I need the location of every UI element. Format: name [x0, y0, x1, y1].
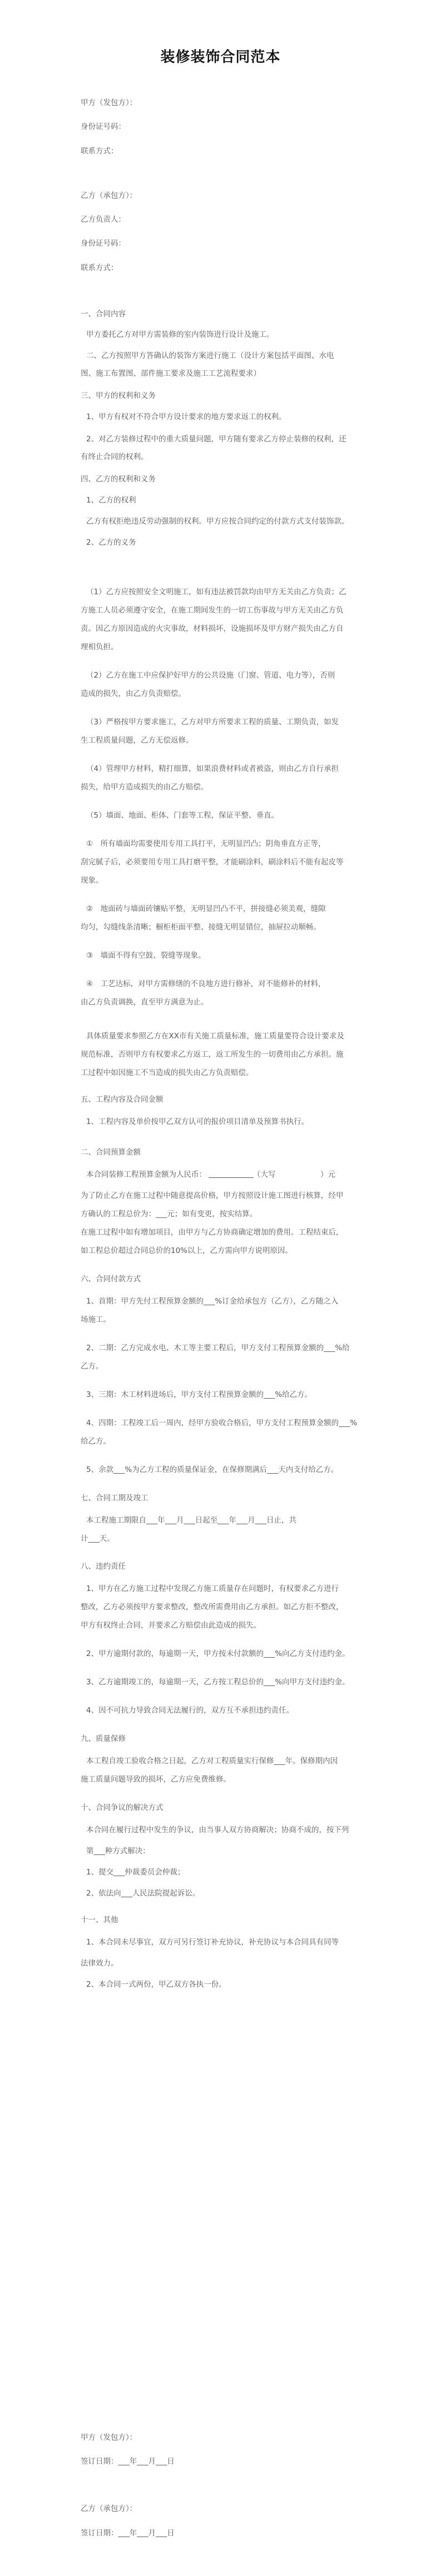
section-heading: 十、合同争议的解决方式 — [81, 1803, 163, 1812]
paragraph-line: 计___天。 — [81, 1534, 115, 1543]
document-title: 装修装饰合同范本 — [160, 49, 281, 66]
obligation-line: （3）严格按甲方要求施工，乙方对甲方所要求工程的质量、工期负责，如发 — [86, 718, 339, 727]
obligation-line: 均匀，勾缝线条清晰；橱柜柜面平整、接缝无明显错位，抽屉拉动顺畅。 — [81, 923, 321, 932]
paragraph-line: 如工程总价超过合同总价的10%以上，乙方需向甲方说明原因。 — [81, 1246, 293, 1255]
signature-party-b: 乙方（承包方）： — [81, 2504, 137, 2513]
paragraph-line: 工过程中如因施工不当造成的损失由乙方负责赔偿。 — [81, 1068, 254, 1077]
paragraph-line: 1、提交___仲裁委员会仲裁； — [86, 1868, 185, 1877]
paragraph-line: 1、本合同未尽事宜，双方可另行签订补充协议，补充协议与本合同具有同等 — [86, 1938, 339, 1947]
obligation-line: （4）管理甲方材料，精打细算，如果浪费材料或者被盗，则由乙方自行承担 — [86, 764, 339, 773]
penalty-line: 3、乙方逾期竣工的，每逾期一天，乙方按工程总价的___%向甲方支付违约金。 — [86, 1678, 350, 1687]
budget-end: ）元 — [275, 1170, 335, 1179]
paragraph-line: 乙方有权拒绝违反劳动强制的权利。甲方应按合同约定的付款方式支付装饰款。 — [86, 517, 349, 526]
paragraph-line: 2、依法向___人民法院提起诉讼。 — [86, 1889, 200, 1898]
section-heading: 七、合同工期及竣工 — [81, 1494, 148, 1503]
paragraph-line: 为了防止乙方在施工过程中随意提高价格，甲方按照设计施工图进行核算，经甲 — [81, 1191, 344, 1200]
obligation-line: 损失，给甲方造成损失的由乙方赔偿。 — [81, 783, 209, 792]
obligation-line: （5）墙面、地面、柜体、门套等工程，保证平整、垂直。 — [86, 811, 279, 820]
party-a-field: 甲方（发包方）： — [81, 98, 137, 107]
party-a-field: 联系方式： — [81, 147, 118, 156]
obligation-line: 理相负担。 — [81, 643, 118, 652]
paragraph-line: 法律效力。 — [81, 1959, 118, 1968]
paragraph-line: 2、乙方的义务 — [86, 538, 136, 547]
penalty-line: 2、甲方逾期付款的，每逾期一天，甲方按未付款额的___%向乙方支付违约金。 — [86, 1649, 350, 1658]
obligation-line: （2）乙方在施工中应保护好甲方的公共设施（门窗、管道、电力等），否则 — [86, 671, 335, 680]
paragraph-line: 本工程施工期限自___年___月___日起至___年___月___日止，共 — [86, 1516, 296, 1525]
paragraph-line: 规范标准，否则甲方有权要求乙方返工，返工所发生的一切费用由乙方承担。施 — [81, 1050, 344, 1059]
paragraph-line: 方确认的工程总价为：___元；如有变更，按实结算。 — [81, 1210, 257, 1219]
paragraph-line: 在施工过程中如有增加项目，由甲方与乙方协商确定增加的费用。工程结束后， — [81, 1228, 344, 1237]
payment-line: 4、四期：工程竣工后一周内，经甲方验收合格后，甲方支付工程预算金额的___% — [86, 1419, 358, 1428]
payment-line: 1、首期：甲方先付工程预算金额的___%订金给承包方（乙方），乙方随之入 — [86, 1297, 339, 1306]
payment-line: 3、三期：木工材料进场后，甲方支付工程预算金额的___%给乙方。 — [86, 1390, 313, 1399]
obligation-line: ③ 墙面不得有空鼓、裂缝等现象。 — [86, 951, 206, 960]
obligation-line: 方施工人员必须遵守安全，在施工期间发生的一切工伤事故与甲方无关由乙方负 — [81, 606, 344, 615]
paragraph-line: 第___种方式解决： — [86, 1847, 150, 1856]
obligation-line: ① 所有墙面均需要使用专用工具打平，无明显凹凸；阴角垂直方正等， — [86, 839, 326, 848]
section-heading: 一、合同内容 — [81, 310, 126, 319]
paragraph-line: 2、对乙方装修过程中的重大质量问题，甲方随有要求乙方停止装修的权利，还 — [86, 435, 346, 444]
payment-line: 乙方。 — [81, 1362, 103, 1371]
party-b-field: 身份证号码： — [81, 239, 126, 248]
signature-party-a: 甲方（发包方）： — [81, 2433, 137, 2442]
signature-date-b: 签订日期：___年___月___日 — [81, 2529, 175, 2538]
paragraph-line: 施工质量问题导致的损坏，乙方应免费维修。 — [81, 1775, 231, 1784]
payment-line: 2、二期：乙方完成水电、木工等主要工程后，甲方支付工程预算金额的___%给 — [86, 1344, 350, 1352]
party-b-field: 乙方（承包方）： — [81, 191, 137, 200]
section-heading: 六、合同付款方式 — [81, 1275, 141, 1284]
section-heading: 四、乙方的权利和义务 — [81, 475, 156, 484]
party-a-field: 身份证号码： — [81, 122, 126, 131]
penalty-line: 4、因不可抗力导致合同无法履行的，双方互不承担违约责任。 — [86, 1706, 294, 1715]
paragraph-line: 1、工程内容及单价按甲乙双方认可的报价项目清单及预算书执行。 — [86, 1117, 309, 1126]
paragraph-line: 二、乙方按照甲方答确认的装饰方案进行施工（设计方案包括平面图、水电 — [86, 351, 334, 360]
budget-line: 本合同装修工程预算金额为人民币： — [86, 1170, 206, 1179]
paragraph-line: 2、本合同一式两份，甲乙双方各执一份。 — [86, 1980, 226, 1989]
section-heading: 八、违约责任 — [81, 1562, 126, 1571]
budget-suffix: （大写 — [253, 1170, 276, 1179]
payment-line: 给乙方。 — [81, 1437, 111, 1446]
party-b-field: 联系方式： — [81, 263, 118, 272]
obligation-line: 由乙方负责调换，直至甲方满意为止。 — [81, 998, 209, 1007]
payment-line: 5、余款___%为乙方工程的质量保证金，在保修期满后___天内支付给乙方。 — [86, 1465, 339, 1474]
penalty-line: 整改，乙方必须按甲方要求整改，整改所需费用由乙方承担。如乙方拒不整改， — [81, 1603, 344, 1612]
section-heading: 五、工程内容及合同金额 — [81, 1095, 163, 1104]
penalty-line: 甲方有权终止合同，并要求乙方赔偿由此造成的损失。 — [81, 1621, 261, 1630]
obligation-line: （1）乙方应按照安全文明施工，如有违法被罚款均由甲方无关由乙方负责；乙 — [86, 588, 346, 596]
obligation-line: 刮完腻子后，必须要用专用工具打磨平整，才能刷涂料，刷涂料后不能有起皮等 — [81, 858, 344, 867]
section-heading: 九、质量保修 — [81, 1734, 126, 1743]
obligation-line: 造成的损失，由乙方负责赔偿。 — [81, 689, 186, 698]
penalty-line: 1、甲方在乙方施工过程中发现乙方施工质量存在问题时，有权要求乙方进行 — [86, 1584, 339, 1593]
paragraph-line: 本合同在履行过程中发生的争议，由当事人双方协商解决；协商不成的，按下列 — [86, 1826, 349, 1834]
paragraph-line: 1、甲方有权对不符合甲方设计要求的地方要求返工的权利。 — [86, 412, 286, 421]
signature-date-a: 签订日期：___年___月___日 — [81, 2457, 175, 2466]
paragraph-line: 具体质量要求参照乙方在XX市有关施工质量标准，施工质量要符合设计要求及 — [86, 1032, 344, 1041]
obligation-line: ② 地面砖与墙面砖镶贴平整，无明显凹凸不平，拼接缝必须美观，缝隙 — [86, 904, 326, 913]
section-heading: 十一、其他 — [81, 1916, 118, 1924]
obligation-line: ④ 工艺达标，对甲方需修缮的不良地方进行修补，对不能修补的材料， — [86, 979, 326, 988]
obligation-line: 责。因乙方原因造成的火灾事故，材料损坏，设施损坏及甲方财产损失由乙方自 — [81, 624, 344, 633]
paragraph-line: 图、施工布置图、部件施工要求及施工工艺流程要求） — [81, 369, 261, 378]
paragraph-line: 有终止合同的权利。 — [81, 452, 148, 461]
paragraph-line: 本工程自竣工验收合格之日起，乙方对工程质量实行保修___年。保修期内因 — [86, 1757, 338, 1766]
section-heading: 三、甲方的权利和义务 — [81, 391, 156, 400]
payment-line: 场施工。 — [81, 1315, 111, 1324]
paragraph-line: 1、乙方的权利 — [86, 496, 136, 505]
obligation-line: 生工程质量问题，乙方无偿返修。 — [81, 736, 194, 745]
obligation-line: 现象。 — [81, 876, 103, 885]
section-heading: 二、合同预算金额 — [81, 1148, 141, 1157]
budget-blank — [209, 1169, 254, 1180]
party-b-field: 乙方负责人： — [81, 215, 126, 224]
paragraph-line: 甲方委托乙方对甲方需装修的室内装饰进行设计及施工。 — [86, 330, 274, 339]
